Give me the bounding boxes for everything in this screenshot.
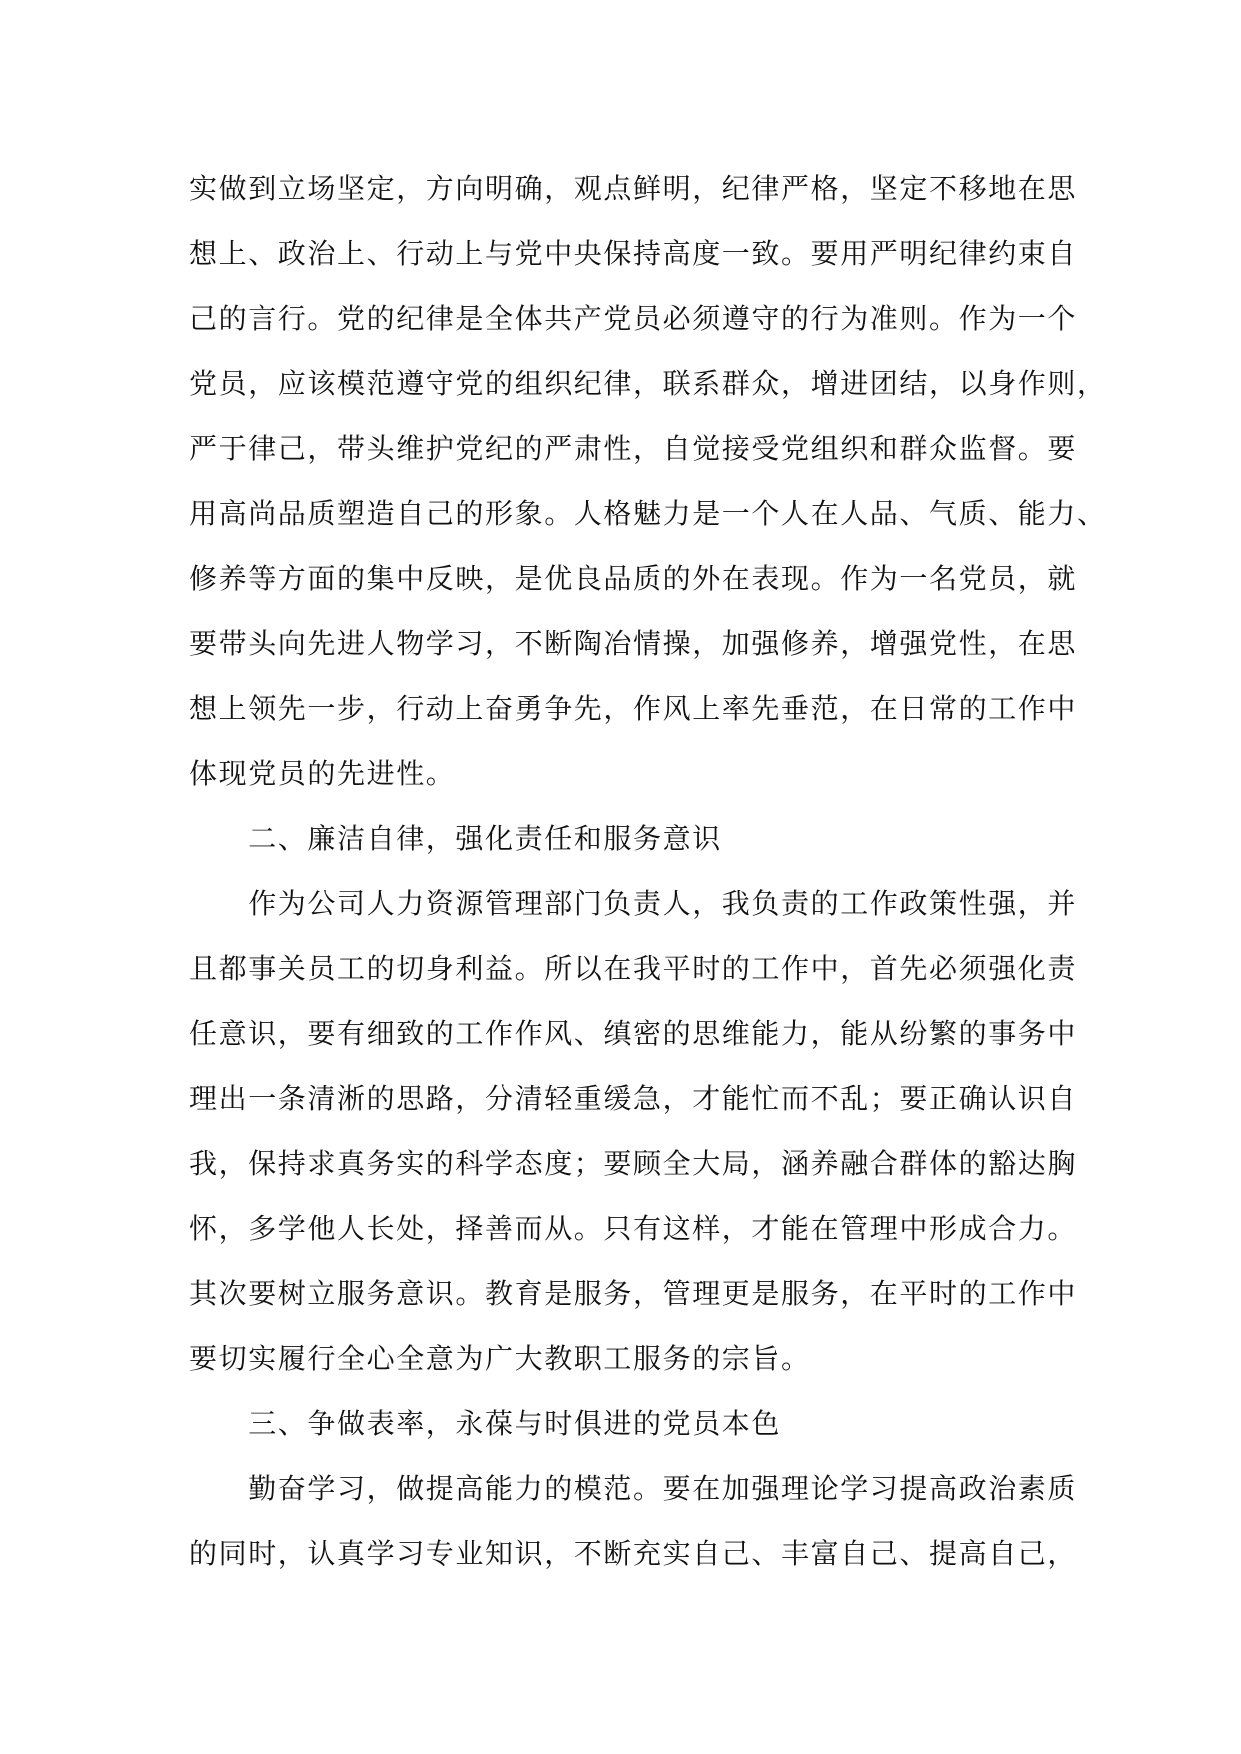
text-line: 作为公司人力资源管理部门负责人，我负责的工作政策性强，并 [189,887,1078,920]
text-line: 要切实履行全心全意为广大教职工服务的宗旨。 [189,1342,811,1375]
document-body [189,156,1107,1586]
text-line: 勤奋学习，做提高能力的模范。要在加强理论学习提高政治素质 [189,1472,1078,1505]
text-line: 我，保持求真务实的科学态度；要顾全大局，涵养融合群体的豁达胸 [189,1147,1078,1180]
text-line: 任意识，要有细致的工作作风、缜密的思维能力，能从纷繁的事务中 [189,1017,1078,1050]
text-line: 要带头向先进人物学习，不断陶冶情操，加强修养，增强党性，在思 [189,627,1078,660]
text-line: 己的言行。党的纪律是全体共产党员必须遵守的行为准则。作为一个 [189,302,1078,335]
text-line: 想上领先一步，行动上奋勇争先，作风上率先垂范，在日常的工作中 [189,692,1078,725]
text-line: 想上、政治上、行动上与党中央保持高度一致。要用严明纪律约束自 [189,237,1078,270]
text-line: 怀，多学他人长处，择善而从。只有这样，才能在管理中形成合力。 [189,1212,1078,1245]
section-heading: 三、争做表率，永葆与时俱进的党员本色 [189,1407,782,1440]
text-line: 实做到立场坚定，方向明确，观点鲜明，纪律严格，坚定不移地在思 [189,172,1078,205]
text-line: 且都事关员工的切身利益。所以在我平时的工作中，首先必须强化责 [189,952,1078,985]
section-heading: 二、廉洁自律，强化责任和服务意识 [189,822,722,855]
text-line: 体现党员的先进性。 [189,757,456,790]
text-line: 修养等方面的集中反映，是优良品质的外在表现。作为一名党员，就 [189,562,1078,595]
text-line: 党员，应该模范遵守党的组织纪律，联系群众，增进团结，以身作则， [189,367,1107,400]
text-line: 其次要树立服务意识。教育是服务，管理更是服务，在平时的工作中 [189,1277,1078,1310]
text-line: 理出一条清淅的思路，分清轻重缓急，才能忙而不乱；要正确认识自 [189,1082,1078,1115]
text-line: 用高尚品质塑造自己的形象。人格魅力是一个人在人品、气质、能力、 [189,497,1107,530]
text-line: 的同时，认真学习专业知识，不断充实自己、丰富自己、提高自己， [189,1537,1078,1570]
text-line: 严于律己，带头维护党纪的严肃性，自觉接受党组织和群众监督。要 [189,432,1078,465]
